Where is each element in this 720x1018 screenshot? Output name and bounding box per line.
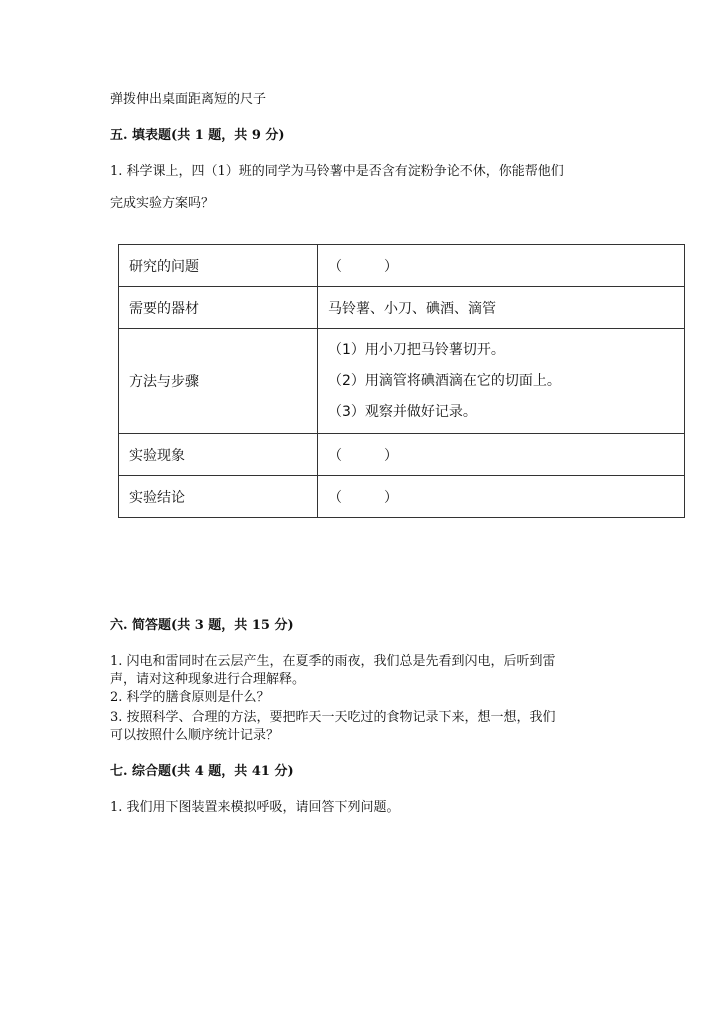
section6-q3-line1: 3. 按照科学、合理的方法，要把昨天一天吃过的食物记录下来，想一想，我们 [110,710,556,725]
section6-q3-line2: 可以按照什么顺序统计记录？ [110,728,280,743]
section5-q1-line1: 1. 科学课上，四（1）班的同学为马铃薯中是否含有淀粉争论不休，你能帮他们 [110,164,564,179]
section6-q1-line1: 1. 闪电和雷同时在云层产生，在夏季的雨夜，我们总是先看到闪电，后听到雷 [110,654,556,669]
step-2: （2）用滴管将碘酒滴在它的切面上。 [328,372,561,389]
row-value: （ ） [318,245,685,287]
row-label: 研究的问题 [119,245,318,287]
step-1: （1）用小刀把马铃薯切开。 [328,341,505,358]
row-value: （ ） [318,434,685,476]
section5-title: 五. 填表题(共 1 题，共 9 分) [110,128,285,143]
section7-q1: 1. 我们用下图装置来模拟呼吸，请回答下列问题。 [110,800,400,815]
section6-title: 六. 简答题(共 3 题，共 15 分) [110,618,294,633]
top-line: 弹拨伸出桌面距离短的尺子 [110,92,267,107]
row-label: 实验结论 [119,476,318,518]
section6-q2: 2. 科学的膳食原则是什么？ [110,690,270,705]
row-label: 实验现象 [119,434,318,476]
table-row [119,329,685,434]
section7-title: 七. 综合题(共 4 题，共 41 分) [110,764,294,779]
row-label: 方法与步骤 [119,329,318,434]
row-steps [318,329,685,434]
row-value: （ ） [318,476,685,518]
row-value: 马铃薯、小刀、碘酒、滴管 [318,287,685,329]
section5-q1-line2: 完成实验方案吗？ [110,196,215,211]
section6-q1-line2: 声，请对这种现象进行合理解释。 [110,672,306,687]
step-3: （3）观察并做好记录。 [328,403,477,420]
table-row [119,245,685,287]
table-row [119,476,685,518]
experiment-table [118,244,685,518]
row-label: 需要的器材 [119,287,318,329]
table-row [119,434,685,476]
table-row [119,287,685,329]
